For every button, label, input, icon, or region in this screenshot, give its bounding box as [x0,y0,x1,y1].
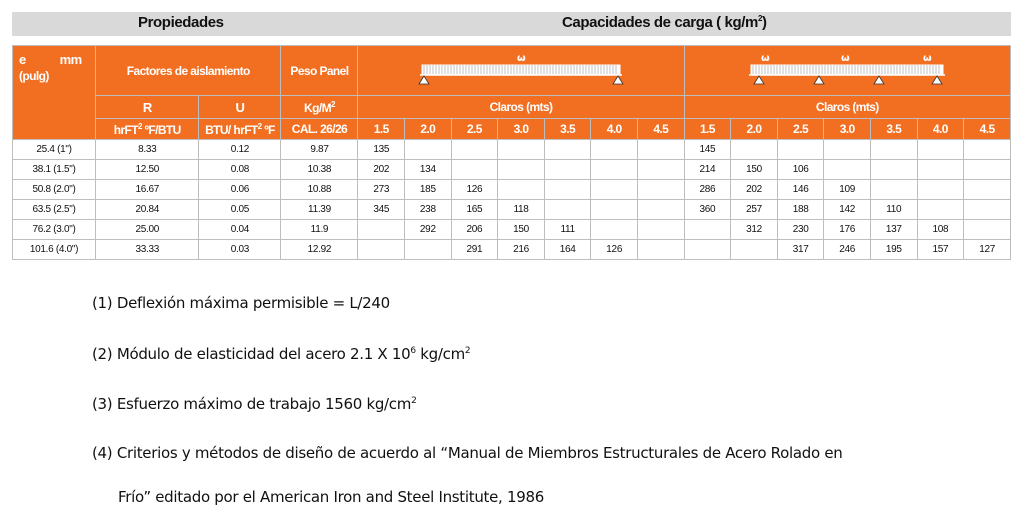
cell-single-span-load [591,180,638,200]
cell-single-span-load [544,140,591,160]
span-header-single-0: 1.5 [358,119,405,140]
r-unit-text-b: ºF/BTU [141,122,181,137]
note-2-text-b: kg/cm [415,345,465,363]
cell-multi-span-load: 145 [684,140,731,160]
cell-multi-span-load: 108 [917,220,964,240]
cell-u-value: 0.05 [199,200,281,220]
cell-multi-span-load [964,140,1011,160]
cell-multi-span-load: 195 [870,240,917,260]
cell-multi-span-load: 286 [684,180,731,200]
cell-multi-span-load [870,140,917,160]
weight-gauge-header: CAL. 26/26 [281,119,358,140]
cell-multi-span-load [964,220,1011,240]
span-header-multi-2: 2.5 [777,119,824,140]
cell-single-span-load [638,240,685,260]
cell-single-span-load [498,180,545,200]
u-unit-header [199,119,281,140]
cell-thickness: 63.5 (2.5") [13,200,96,220]
cell-multi-span-load: 246 [824,240,871,260]
u-unit-text-b: ºF [261,122,275,137]
span-header-single-1: 2.0 [405,119,452,140]
multi-span-support-2 [814,76,824,84]
cell-single-span-load [451,140,498,160]
cell-multi-span-load [917,140,964,160]
span-header-multi-6: 4.5 [964,119,1011,140]
thickness-pulg: (pulg) [19,69,49,83]
table-row [13,200,1011,220]
cell-single-span-load [591,200,638,220]
cell-single-span-load [638,180,685,200]
cell-single-span-load [638,140,685,160]
single-span-support-left [419,76,429,84]
cell-multi-span-load: 312 [731,220,778,240]
single-span-support-right [613,76,623,84]
thickness-header [13,46,96,140]
cell-multi-span-load [731,240,778,260]
span-header-single-5: 4.0 [591,119,638,140]
capacities-title [562,14,767,31]
cell-multi-span-load [824,160,871,180]
thickness-mm: mm [59,52,82,67]
cell-multi-span-load [870,160,917,180]
cell-weight: 11.9 [281,220,358,240]
cell-single-span-load: 165 [451,200,498,220]
cell-multi-span-load: 146 [777,180,824,200]
multi-span-support-4 [932,76,942,84]
cell-multi-span-load: 157 [917,240,964,260]
cell-multi-span-load: 150 [731,160,778,180]
cell-multi-span-load: 142 [824,200,871,220]
cell-thickness: 76.2 (3.0") [13,220,96,240]
cell-thickness: 50.8 (2.0") [13,180,96,200]
cell-single-span-load [591,160,638,180]
note-3-sup: 2 [411,396,417,406]
table-row [13,160,1011,180]
multi-span-load-symbol-3: ω [923,52,932,64]
cell-multi-span-load [684,220,731,240]
capacities-title-sup: 2 [757,14,763,23]
cell-multi-span-load: 202 [731,180,778,200]
weight-unit-header [281,96,358,119]
cell-multi-span-load [964,180,1011,200]
cell-single-span-load [591,220,638,240]
span-header-multi-3: 3.0 [824,119,871,140]
cell-single-span-load [591,140,638,160]
cell-single-span-load [638,220,685,240]
cell-multi-span-load: 106 [777,160,824,180]
table-row [13,180,1011,200]
span-header-multi-1: 2.0 [731,119,778,140]
cell-single-span-load [544,180,591,200]
cell-u-value: 0.12 [199,140,281,160]
cell-multi-span-load [964,160,1011,180]
cell-single-span-load [451,160,498,180]
note-2-text-a: (2) Módulo de elasticidad del acero 2.1 X 10 [92,345,411,363]
cell-multi-span-load: 110 [870,200,917,220]
cell-r-value: 16.67 [96,180,199,200]
note-3 [92,395,417,413]
table-row [13,240,1011,260]
cell-multi-span-load [731,140,778,160]
span-header-single-6: 4.5 [638,119,685,140]
cell-r-value: 20.84 [96,200,199,220]
cell-single-span-load: 216 [498,240,545,260]
thickness-e: e [19,52,26,67]
cell-r-value: 25.00 [96,220,199,240]
weight-unit-sup: 2 [330,99,335,109]
cell-multi-span-load [917,180,964,200]
cell-weight: 12.92 [281,240,358,260]
cell-multi-span-load [824,140,871,160]
cell-u-value: 0.06 [199,180,281,200]
cell-u-value: 0.04 [199,220,281,240]
note-1: (1) Deflexión máxima permisible = L/240 [92,294,390,312]
u-header: U [199,96,281,119]
cell-multi-span-load [964,200,1011,220]
multi-span-load-symbol-2: ω [841,52,850,64]
cell-weight: 11.39 [281,200,358,220]
cell-single-span-load: 134 [405,160,452,180]
r-header: R [96,96,199,119]
note-4-continuation: Frío” editado por el American Iron and Steel Institute, 1986 [118,488,544,506]
multi-span-support-3 [874,76,884,84]
span-header-multi-5: 4.0 [917,119,964,140]
note-2 [92,345,470,363]
cell-single-span-load [358,220,405,240]
cell-multi-span-load: 230 [777,220,824,240]
properties-title: Propiedades [138,14,224,31]
note-4: (4) Criterios y métodos de diseño de acuerdo al “Manual de Miembros Estructurales de Acero Rolado en [92,444,843,462]
cell-single-span-load [544,200,591,220]
cell-u-value: 0.03 [199,240,281,260]
cell-multi-span-load [777,140,824,160]
u-unit-text-a: BTU/ hrFT [205,122,258,137]
cell-single-span-load: 118 [498,200,545,220]
cell-thickness: 38.1 (1.5") [13,160,96,180]
multi-span-beam-diagram [747,53,947,89]
cell-thickness: 25.4 (1") [13,140,96,160]
cell-multi-span-load: 360 [684,200,731,220]
single-span-beam-diagram [416,53,626,89]
cell-weight: 10.38 [281,160,358,180]
cell-multi-span-load: 176 [824,220,871,240]
cell-single-span-load [498,160,545,180]
cell-single-span-load: 291 [451,240,498,260]
cell-single-span-load: 238 [405,200,452,220]
cell-single-span-load: 126 [591,240,638,260]
note-2-sup2: 2 [464,346,471,356]
span-header-single-2: 2.5 [451,119,498,140]
cell-r-value: 33.33 [96,240,199,260]
cell-multi-span-load [917,160,964,180]
span-header-multi-0: 1.5 [684,119,731,140]
table-row [13,220,1011,240]
cell-single-span-load: 111 [544,220,591,240]
multi-span-load-symbol-1: ω [761,52,770,64]
cell-multi-span-load: 137 [870,220,917,240]
cell-single-span-load: 185 [405,180,452,200]
span-header-multi-4: 3.5 [870,119,917,140]
single-span-diagram-cell [358,46,684,96]
cell-single-span-load [498,140,545,160]
cell-weight: 9.87 [281,140,358,160]
u-unit-sup: 2 [257,121,262,131]
cell-r-value: 12.50 [96,160,199,180]
r-unit-text-a: hrFT [113,122,138,137]
cell-single-span-load: 202 [358,160,405,180]
cell-multi-span-load: 127 [964,240,1011,260]
cell-single-span-load [405,140,452,160]
cell-multi-span-load [870,180,917,200]
cell-r-value: 8.33 [96,140,199,160]
capacities-title-close: ) [762,14,767,31]
cell-single-span-load [405,240,452,260]
cell-weight: 10.88 [281,180,358,200]
r-unit-sup: 2 [138,121,142,131]
span-header-single-4: 3.5 [544,119,591,140]
cell-single-span-load [638,200,685,220]
spans-header-single: Claros (mts) [358,96,684,119]
cell-multi-span-load: 317 [777,240,824,260]
note-3-text: (3) Esfuerzo máximo de trabajo 1560 kg/cm [92,395,412,413]
cell-single-span-load: 135 [358,140,405,160]
single-span-load-symbol: ω [516,52,526,64]
cell-multi-span-load: 188 [777,200,824,220]
single-span-load-block [422,65,620,74]
cell-single-span-load: 150 [498,220,545,240]
cell-single-span-load: 292 [405,220,452,240]
span-header-single-3: 3.0 [498,119,545,140]
cell-single-span-load: 345 [358,200,405,220]
cell-thickness: 101.6 (4.0") [13,240,96,260]
cell-multi-span-load [917,200,964,220]
capacities-title-text: Capacidades de carga ( kg/m [562,14,758,31]
insulation-factors-header: Factores de aislamiento [96,46,281,96]
cell-single-span-load: 126 [451,180,498,200]
cell-single-span-load [638,160,685,180]
multi-span-support-1 [754,76,764,84]
cell-multi-span-load: 214 [684,160,731,180]
cell-u-value: 0.08 [199,160,281,180]
cell-single-span-load: 164 [544,240,591,260]
spans-header-multi: Claros (mts) [684,96,1010,119]
multi-span-diagram-cell [684,46,1010,96]
cell-multi-span-load: 257 [731,200,778,220]
cell-single-span-load: 206 [451,220,498,240]
cell-single-span-load [358,240,405,260]
table-row [13,140,1011,160]
cell-single-span-load: 273 [358,180,405,200]
cell-single-span-load [544,160,591,180]
load-capacity-table [12,45,1011,260]
note-2-sup: 6 [410,346,416,356]
r-unit-header [96,119,199,140]
cell-multi-span-load [684,240,731,260]
cell-multi-span-load: 109 [824,180,871,200]
weight-unit-text: Kg/M [304,100,331,115]
weight-header: Peso Panel [281,46,358,96]
